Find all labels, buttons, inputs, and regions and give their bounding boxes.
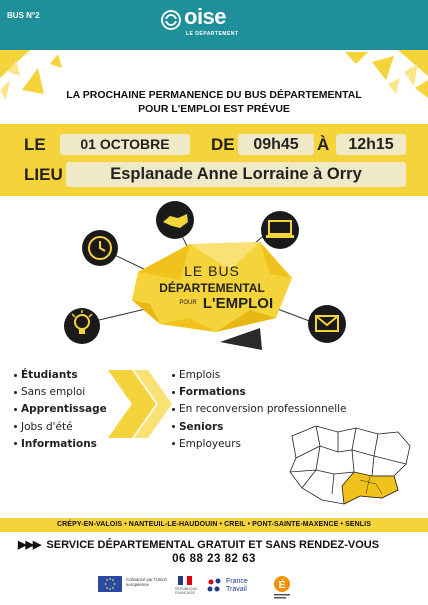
lieu-label: LIEU bbox=[24, 165, 63, 184]
list-item bbox=[172, 384, 347, 401]
badge-line-3-small: POUR bbox=[179, 300, 197, 306]
eu-flag-icon bbox=[98, 576, 122, 592]
list-item bbox=[14, 384, 107, 401]
bus-badge-scene bbox=[40, 200, 400, 360]
schedule-row-date bbox=[0, 134, 428, 156]
france-travail-text bbox=[226, 578, 248, 594]
list-item-text: Emplois bbox=[179, 369, 221, 381]
list-item-text: Sans emploi bbox=[21, 386, 86, 399]
badge-line-2: DÉPARTEMENTAL bbox=[159, 281, 265, 295]
bullet-icon bbox=[14, 374, 17, 377]
date-pill: 01 OCTOBRE bbox=[60, 134, 190, 155]
ministry-logo-icon bbox=[272, 574, 292, 602]
list-item-text: Informations bbox=[21, 437, 97, 450]
list-item-text: Étudiants bbox=[21, 369, 78, 381]
list-item bbox=[172, 367, 347, 384]
intro-line-2: POUR L'EMPLOI EST PRÉVUE bbox=[138, 103, 290, 115]
svg-text:É: É bbox=[278, 580, 286, 591]
intro-text bbox=[20, 88, 408, 116]
list-item bbox=[14, 436, 107, 453]
service-text: SERVICE DÉPARTEMENTAL GRATUIT ET SANS RENDEZ-VOUS bbox=[46, 539, 380, 551]
audience-left-list bbox=[14, 367, 107, 453]
le-label: LE bbox=[24, 135, 46, 154]
france-travail-line-1: France bbox=[226, 578, 248, 585]
oise-map bbox=[286, 424, 414, 516]
de-label: DE bbox=[211, 135, 235, 154]
bullet-icon bbox=[14, 391, 17, 394]
end-time-pill: 12h15 bbox=[336, 134, 406, 155]
clock-icon bbox=[82, 230, 118, 266]
place-pill: Esplanade Anne Lorraine à Orry bbox=[66, 162, 406, 187]
lightbulb-icon bbox=[64, 308, 100, 344]
envelope-icon bbox=[308, 305, 346, 343]
list-item bbox=[14, 401, 107, 418]
bus-number: BUS N°2 bbox=[7, 11, 40, 20]
laptop-icon bbox=[261, 211, 299, 249]
republique-francaise-text: RÉPUBLIQUE FRANÇAISE bbox=[175, 587, 198, 595]
list-item-text: En reconversion professionnelle bbox=[179, 403, 347, 416]
list-item-text: Formations bbox=[179, 386, 246, 399]
list-item-text: Seniors bbox=[179, 420, 224, 433]
bullet-icon bbox=[14, 425, 17, 428]
oise-logo bbox=[160, 6, 270, 44]
handshake-icon bbox=[156, 201, 194, 239]
french-flag-icon bbox=[178, 576, 192, 585]
eu-cofinance-text: Cofinancé par l'Union européenne bbox=[126, 577, 167, 587]
list-item bbox=[172, 401, 347, 418]
header-bar bbox=[0, 0, 428, 50]
logo-subtitle: LE DÉPARTEMENT bbox=[186, 31, 239, 37]
phone-number: 06 88 23 82 63 bbox=[172, 553, 256, 565]
badge-line-3-big: L'EMPLOI bbox=[202, 295, 274, 312]
france-travail-logo-icon bbox=[206, 577, 224, 595]
bullet-icon bbox=[172, 425, 175, 428]
list-item-text: Jobs d'été bbox=[21, 420, 73, 433]
towns-band: CRÉPY-EN-VALOIS • NANTEUIL-LE-HAUDOUIN • CREIL • PONT-SAINTE-MAXENCE • SENLIS bbox=[0, 518, 428, 532]
bullet-icon bbox=[172, 391, 175, 394]
service-line bbox=[18, 538, 418, 551]
start-time-pill: 09h45 bbox=[238, 134, 314, 155]
bullet-icon bbox=[172, 408, 175, 411]
bullet-icon bbox=[172, 442, 175, 445]
schedule-row-place bbox=[0, 162, 428, 188]
list-item-text: Apprentissage bbox=[21, 403, 107, 416]
a-label: À bbox=[317, 135, 330, 154]
triple-arrow-icon: ▶▶▶ bbox=[18, 539, 41, 551]
list-item-text: Employeurs bbox=[179, 437, 241, 450]
bullet-icon bbox=[14, 442, 17, 445]
list-item bbox=[14, 419, 107, 436]
bullet-icon bbox=[172, 374, 175, 377]
list-item bbox=[14, 367, 107, 384]
intro-line-1: LA PROCHAINE PERMANENCE DU BUS DÉPARTEMENTAL bbox=[66, 89, 362, 101]
badge-line-1: LE BUS bbox=[184, 263, 240, 279]
france-travail-line-2: Travail bbox=[226, 586, 247, 593]
bullet-icon bbox=[14, 408, 17, 411]
oise-logo-mark-icon bbox=[160, 9, 182, 31]
logo-word: oise bbox=[184, 4, 227, 29]
